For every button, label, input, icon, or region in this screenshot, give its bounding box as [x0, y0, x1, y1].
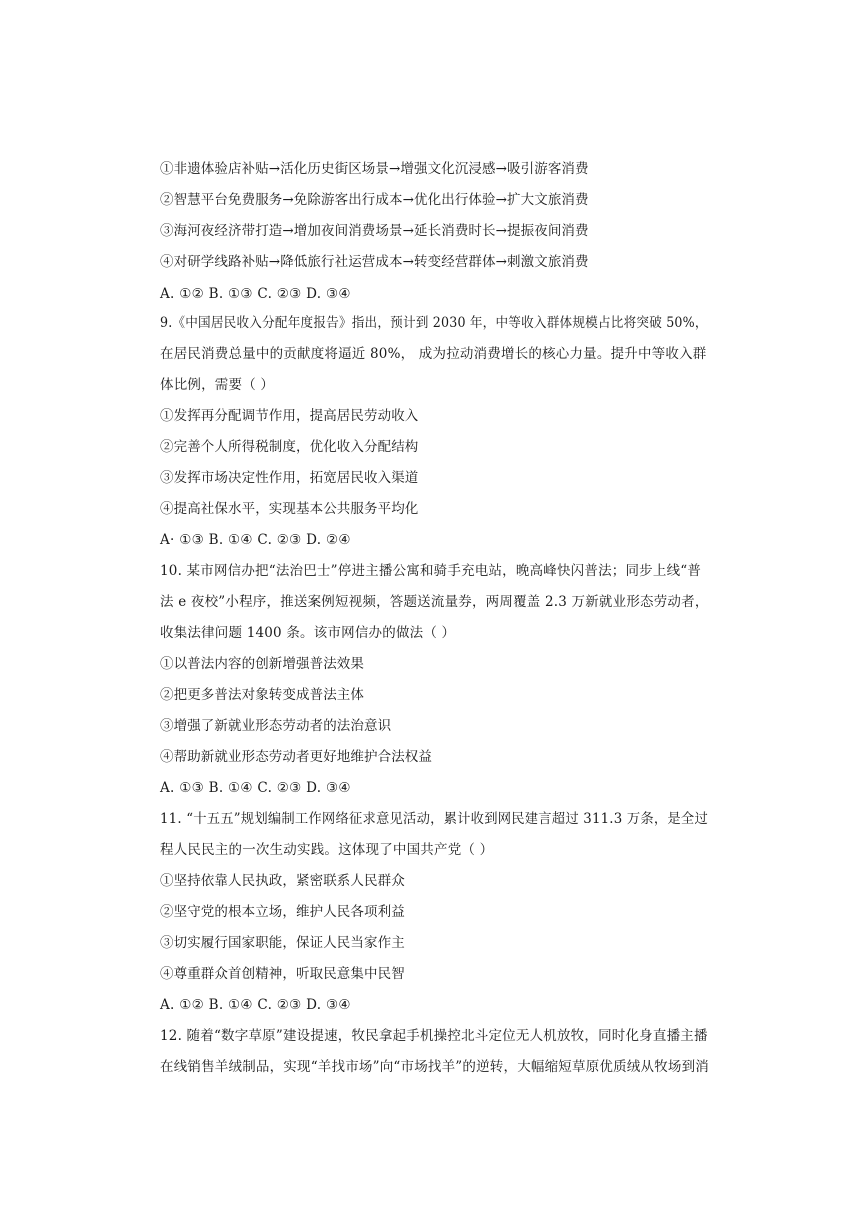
question-9-stem-line-3: 体比例，需要（ ） — [160, 377, 275, 393]
question-10-option-2: ②把更多普法对象转变成普法主体 — [160, 687, 364, 703]
question-10-option-4: ④帮助新就业形态劳动者更好地维护合法权益 — [160, 749, 432, 765]
question-11-stem-line-2: 程人民民主的一次生动实践。这体现了中国共产党（ ） — [160, 842, 494, 858]
question-10-answer-choices: A. ①③ B. ①④ C. ②③ D. ③④ — [160, 780, 351, 796]
question-9-option-4: ④提高社保水平，实现基本公共服务平均化 — [160, 501, 419, 517]
question-11-stem-line-1: 11. “十五五”规划编制工作网络征求意见活动，累计收到网民建言超过 311.3 万条，是全过 — [160, 811, 708, 827]
question-11-answer-choices: A. ①② B. ①④ C. ②③ D. ③④ — [160, 997, 351, 1013]
question-11-option-1: ①坚持依靠人民执政，紧密联系人民群众 — [160, 873, 405, 889]
question-12-stem-line-1: 12. 随着“数字草原”建设提速，牧民拿起手机操控北斗定位无人机放牧，同时化身直播主播 — [160, 1028, 708, 1044]
question-8-option-1: ①非遗体验店补贴→活化历史街区场景→增强文化沉浸感→吸引游客消费 — [160, 161, 589, 177]
question-9-option-2: ②完善个人所得税制度，优化收入分配结构 — [160, 439, 419, 455]
question-9-stem-line-1: 9.《中国居民收入分配年度报告》指出，预计到 2030 年，中等收入群体规模占比将突破 50%， — [160, 315, 708, 331]
question-10-option-3: ③增强了新就业形态劳动者的法治意识 — [160, 718, 392, 734]
question-11-option-2: ②坚守党的根本立场，维护人民各项利益 — [160, 904, 405, 920]
question-9-stem-line-2: 在居民消费总量中的贡献度将逼近 80%， 成为拉动消费增长的核心力量。提升中等收入群 — [160, 346, 707, 362]
question-10-stem-line-2: 法 e 夜校”小程序，推送案例短视频，答题送流量券，两周覆盖 2.3 万新就业形态劳动者， — [160, 594, 709, 610]
question-11-option-4: ④尊重群众首创精神，听取民意集中民智 — [160, 966, 405, 982]
question-9-answer-choices: A· ①③ B. ①④ C. ②③ D. ②④ — [160, 532, 351, 548]
question-8-answer-choices: A. ①② B. ①③ C. ②③ D. ③④ — [160, 286, 351, 302]
question-9-option-1: ①发挥再分配调节作用，提高居民劳动收入 — [160, 408, 419, 424]
question-10-stem-line-3: 收集法律问题 1400 条。该市网信办的做法（ ） — [160, 625, 456, 641]
question-12-stem-line-2: 在线销售羊绒制品，实现“羊找市场”向“市场找羊”的逆转，大幅缩短草原优质绒从牧场到消 — [160, 1059, 710, 1075]
question-9-option-3: ③发挥市场决定性作用，拓宽居民收入渠道 — [160, 470, 419, 486]
question-10-stem-line-1: 10. 某市网信办把“法治巴士”停进主播公寓和骑手充电站，晚高峰快闪普法；同步上线“普 — [160, 563, 702, 579]
question-8-option-2: ②智慧平台免费服务→免除游客出行成本→优化出行体验→扩大文旅消费 — [160, 192, 589, 208]
question-11-option-3: ③切实履行国家职能，保证人民当家作主 — [160, 935, 405, 951]
question-8-option-4: ④对研学线路补贴→降低旅行社运营成本→转变经营群体→刺激文旅消费 — [160, 254, 589, 270]
question-10-option-1: ①以普法内容的创新增强普法效果 — [160, 656, 364, 672]
question-8-option-3: ③海河夜经济带打造→增加夜间消费场景→延长消费时长→提振夜间消费 — [160, 223, 589, 239]
